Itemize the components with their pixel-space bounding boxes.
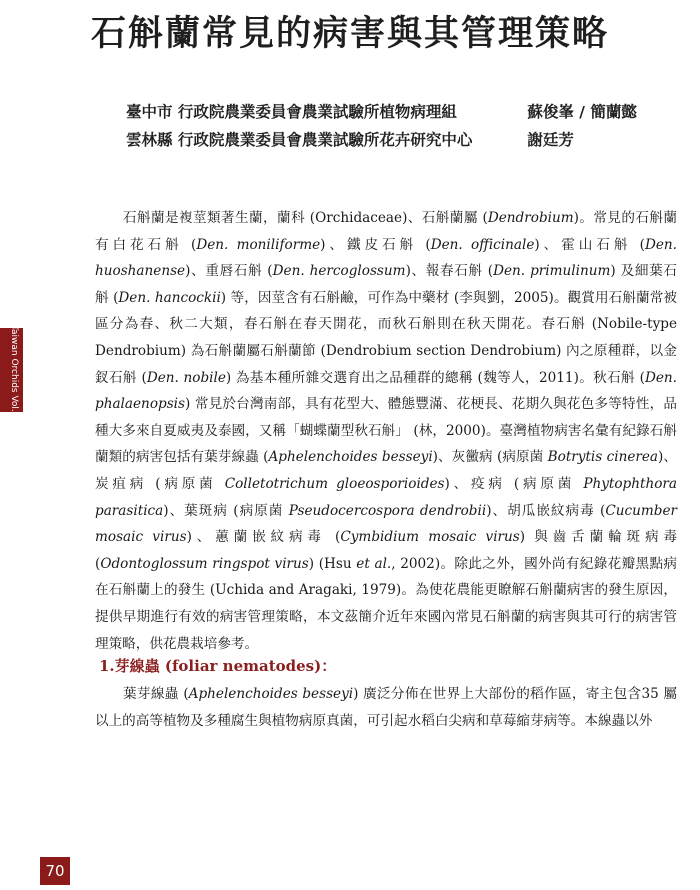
author-names: 謝廷芳 <box>527 131 574 149</box>
page-number: 70 <box>40 857 70 885</box>
intro-paragraph: 石斛蘭是複莖類著生蘭，蘭科 (Orchidaceae)、石斛蘭屬 (Dendrobium)。常見的石斛蘭有白花石斛 (Den. moniliforme)、鐵皮石斛 (Den. officinale)、霍山石斛 (Den. huoshanense)、重唇石斛 (Den. hercoglossum)、報春石斛 (Den. primulinum) 及細葉石斛 (Den. hancockii) 等，因莖含有石斛鹼，可作為中藥材 (李與劉，2005)。觀賞用石斛蘭常被區分為春、秋二大類，春石斛在春天開花，而秋石斛則在秋天開花。春石斛 (Nobile-type Dendrobium) 為石斛蘭屬石斛蘭節 (Dendrobium section Dendrobium) 內之原種群，以金釵石斛 (Den. nobile) 為基本種所雜交選育出之品種群的總稱 (魏等人，2011)。秋石斛 (Den. phalaenopsis) 常見於台灣南部，具有花型大、體態豐滿、花梗長、花期久與花色多等特性，品種大多來自夏威夷及泰國，又稱「蝴蝶蘭型秋石斛」 (林，2000)。臺灣植物病害名彙有紀錄石斛蘭類的病害包括有葉芽線蟲 (Aphelenchoides besseyi)、灰黴病 (病原菌 Botrytis cinerea)、炭疽病 (病原菌 Colletotrichum gloeosporioides)、疫病 (病原菌 Phytophthora parasitica)、葉斑病 (病原菌 Pseudocercospora dendrobii)、胡瓜嵌紋病毒 (Cucumber mosaic virus)、蕙蘭嵌紋病毒 (Cymbidium mosaic virus) 與齒舌蘭輪斑病毒 (Odontoglossum ringspot virus) (Hsu et al., 2002)。除此之外，國外尚有紀錄花瓣黑點病在石斛蘭上的發生 (Uchida and Aragaki, 1979)。為使花農能更瞭解石斛蘭病害的發生原因，提供早期進行有效的病害管理策略，本文茲簡介近年來國內常見石斛蘭的病害與其可行的病害管理策略，供花農栽培參考。 <box>95 210 678 652</box>
author-row <box>126 126 637 154</box>
section-paragraph: 葉芽線蟲 (Aphelenchoides besseyi) 廣泛分佈在世界上大部份的稻作區，寄主包含35 屬以上的高等植物及多種腐生與植物病原真菌，可引起水稻白尖病和草莓縮芽病等。本線蟲以外 <box>95 686 677 729</box>
author-names: 蘇俊峯 / 簡蘭懿 <box>527 103 637 121</box>
author-affiliation: 雲林縣 行政院農業委員會農業試驗所花卉研究中心 <box>126 131 473 149</box>
author-affiliation: 臺中市 行政院農業委員會農業試驗所植物病理組 <box>126 103 457 121</box>
section-heading: 1.芽線蟲 (foliar nematodes)： <box>99 657 337 675</box>
journal-label: Taiwan Orchids Vol.18 <box>9 325 19 424</box>
author-row <box>126 98 637 126</box>
article-title: 石斛蘭常見的病害與其管理策略 <box>90 13 609 54</box>
author-block <box>126 98 637 154</box>
